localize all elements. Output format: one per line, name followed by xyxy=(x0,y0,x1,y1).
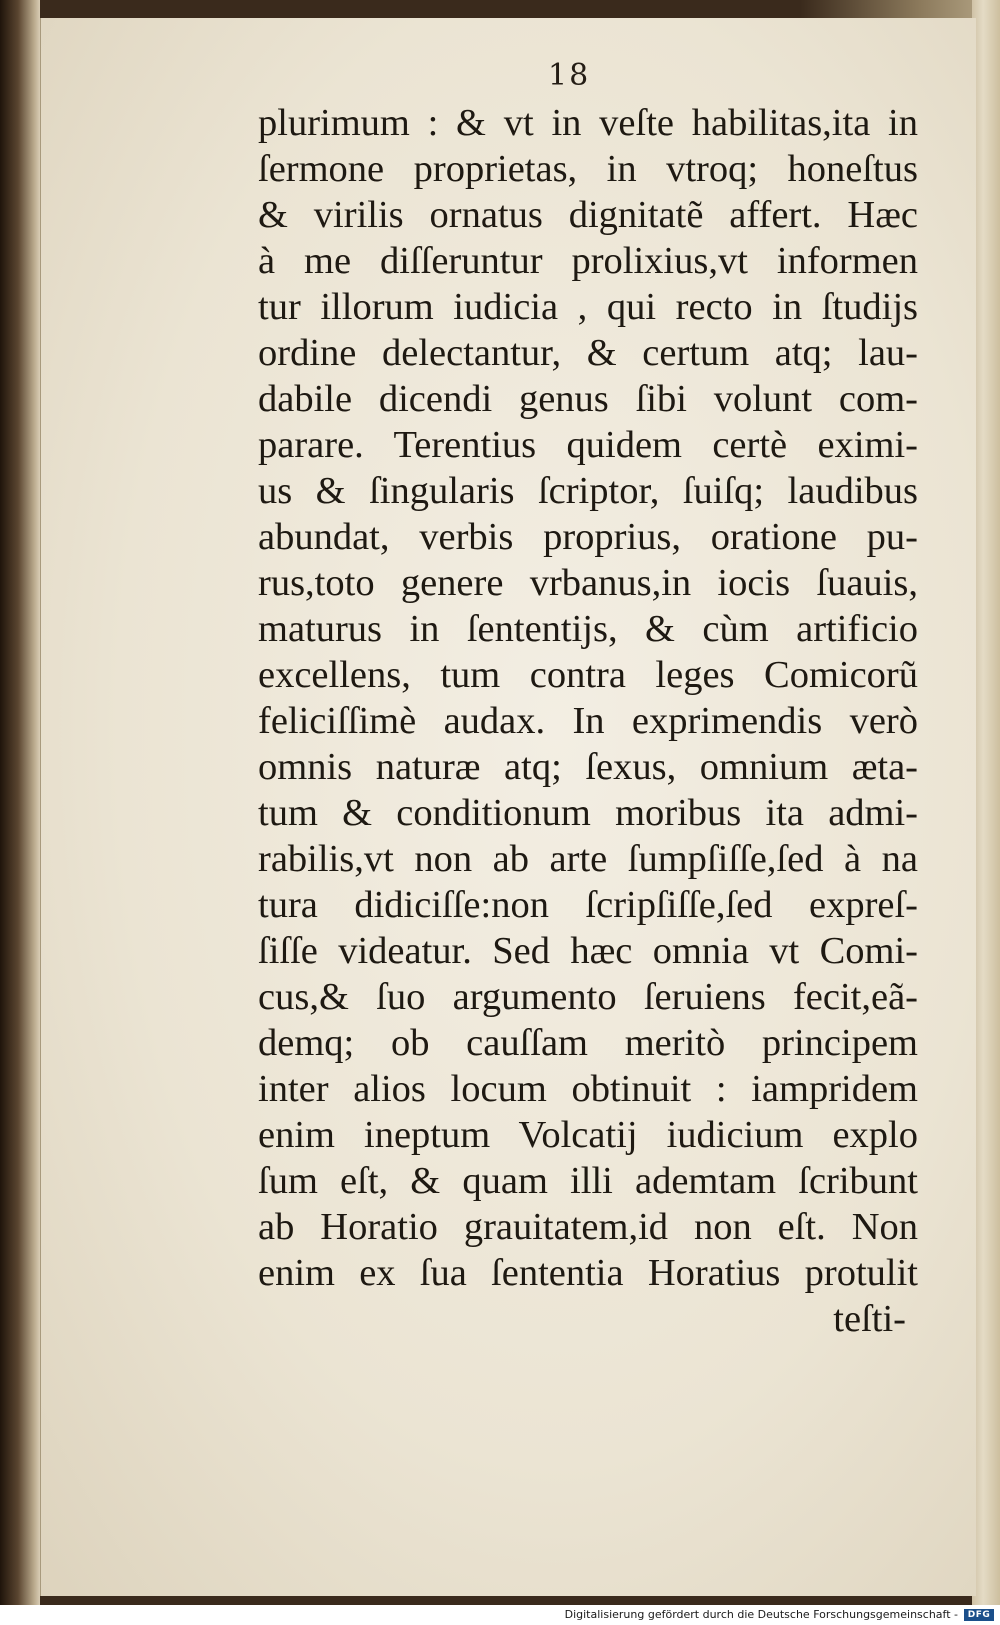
text-line: tur illorum iudicia , qui recto in ſtudijs xyxy=(258,286,918,328)
text-line: enim ineptum Volcatij iudicium explo xyxy=(258,1114,918,1156)
text-line: maturus in ſententijs, & cùm artificio xyxy=(258,608,918,650)
text-line: ab Horatio grauitatem,id non eſt. Non xyxy=(258,1206,918,1248)
book-spine-edge xyxy=(0,0,40,1605)
text-line: feliciſſimè audax. In exprimendis verò xyxy=(258,700,918,742)
text-line: excellens, tum contra leges Comicorũ xyxy=(258,654,918,696)
text-line: demq; ob cauſſam meritò principem xyxy=(258,1022,918,1064)
text-line: abundat, verbis proprius, oratione pu- xyxy=(258,516,918,558)
text-line: tum & conditionum moribus ita admi- xyxy=(258,792,918,834)
footer-credit: Digitalisierung gefördert durch die Deutsche Forschungsgemeinschaft - xyxy=(564,1608,958,1621)
text-line: us & ſingularis ſcriptor, ſuiſq; laudibus xyxy=(258,470,918,512)
text-line: ſermone proprietas, in vtroq; honeſtus xyxy=(258,148,918,190)
text-line: omnis naturæ atq; ſexus, omnium æta- xyxy=(258,746,918,788)
text-line: à me diſſeruntur prolixius,vt informen xyxy=(258,240,918,282)
text-line: parare. Terentius quidem certè eximi- xyxy=(258,424,918,466)
text-line: ſum eſt, & quam illi ademtam ſcribunt xyxy=(258,1160,918,1202)
text-line: plurimum : & vt in veſte habilitas,ita in xyxy=(258,102,918,144)
text-line: & virilis ornatus dignitatẽ affert. Hæc xyxy=(258,194,918,236)
text-line: tura didiciſſe:non ſcripſiſſe,ſed expreſ- xyxy=(258,884,918,926)
text-line: ſiſſe videatur. Sed hæc omnia vt Comi- xyxy=(258,930,918,972)
footer-bar xyxy=(0,1605,1000,1625)
text-line: enim ex ſua ſententia Horatius protulit xyxy=(258,1252,918,1294)
text-line: cus,& ſuo argumento ſeruiens fecit,eã- xyxy=(258,976,918,1018)
text-line: ordine delectantur, & certum atq; lau- xyxy=(258,332,918,374)
page-number: 18 xyxy=(548,58,591,93)
text-line: inter alios locum obtinuit : iampridem xyxy=(258,1068,918,1110)
text-line: dabile dicendi genus ſibi volunt com- xyxy=(258,378,918,420)
page-stack-edge xyxy=(972,0,1000,1605)
catchword: teſti- xyxy=(833,1298,906,1340)
text-line: rus,toto genere vrbanus,in iocis ſuauis, xyxy=(258,562,918,604)
text-line: rabilis,vt non ab arte ſumpſiſſe,ſed à na xyxy=(258,838,918,880)
page-text-block xyxy=(258,100,918,1342)
dfg-logo: DFG xyxy=(964,1609,994,1621)
